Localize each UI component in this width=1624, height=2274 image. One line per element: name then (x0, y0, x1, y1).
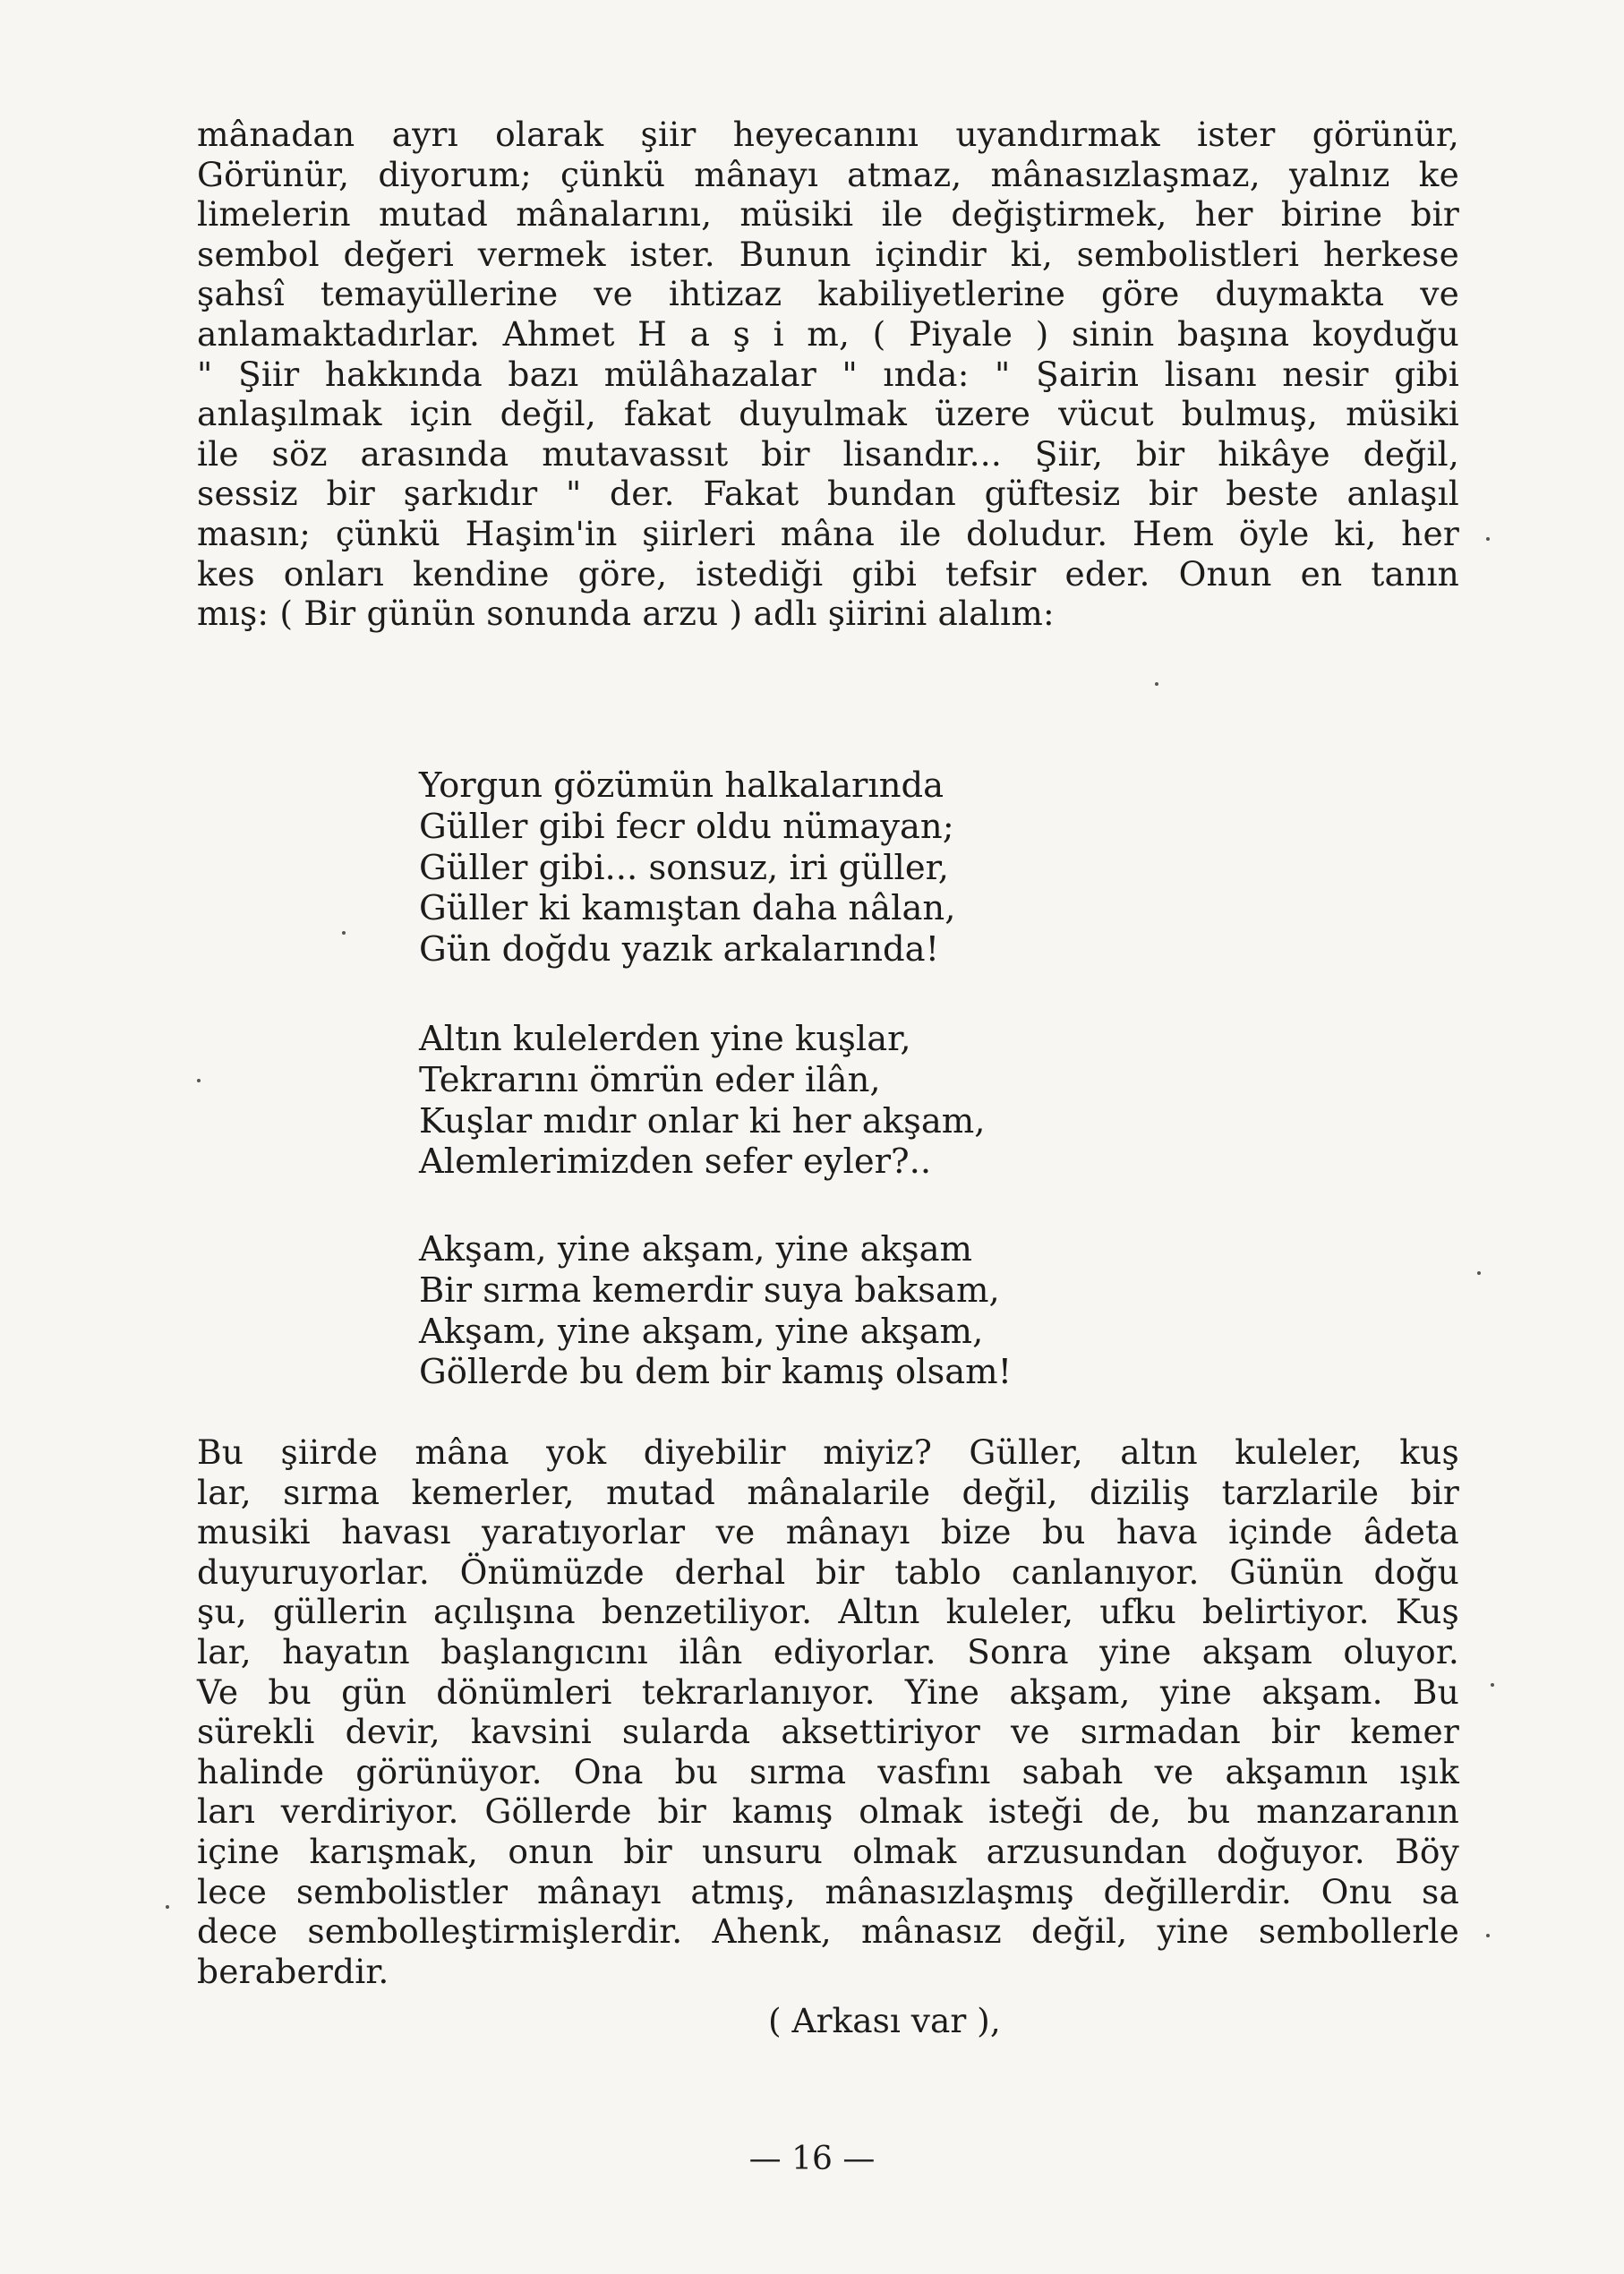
poem-line: Akşam, yine akşam, yine akşam, (419, 1311, 984, 1352)
scan-speck (1477, 1271, 1481, 1275)
text-line: dece sembolleştirmişlerdir. Ahenk, mânasız değil, yine sembollerle (197, 1911, 1459, 1952)
continued-note: ( Arkası var ), (768, 2001, 1001, 2040)
poem-line: Bir sırma kemerdir suya baksam, (419, 1270, 1000, 1311)
text-line: sessiz bir şarkıdır " der. Fakat bundan güftesiz bir beste anlaşıl (197, 474, 1459, 514)
text-line: " Şiir hakkında bazı mülâhazalar " ında: " Şairin lisanı nesir gibi (197, 354, 1459, 394)
scan-speck (1486, 537, 1490, 541)
text-line: lar, sırma kemerler, mutad mânalarile değil, diziliş tarzlarile bir (197, 1472, 1459, 1512)
text-line: ları verdiriyor. Göllerde bir kamış olmak isteği de, bu manzaranın (197, 1791, 1459, 1832)
scan-speck (197, 1079, 201, 1082)
poem-line: Gün doğdu yazık arkalarında! (419, 929, 940, 970)
text-line: kes onları kendine göre, istediği gibi tefsir eder. Onun en tanın (197, 553, 1459, 594)
scan-speck (166, 1905, 169, 1909)
poem-line: Güller gibi fecr oldu nümayan; (419, 806, 954, 847)
scan-speck (1486, 1934, 1490, 1937)
text-line: Ve bu gün dönümleri tekrarlanıyor. Yine akşam, yine akşam. Bu (197, 1671, 1459, 1712)
text-line: sembol değeri vermek ister. Bunun içindir ki, sembolistleri herkese (197, 234, 1459, 274)
text-line: ile söz arasında mutavassıt bir lisandır... Şiir, bir hikâye değil, (197, 433, 1459, 474)
text-line: sürekli devir, kavsini sularda aksettiriyor ve sırmadan bir kemer (197, 1712, 1459, 1752)
text-line: mış: ( Bir günün sonunda arzu ) adlı şiirini alalım: (197, 594, 1055, 634)
poem-line: Güller gibi... sonsuz, iri güller, (419, 847, 950, 888)
poem-stanza-3 (419, 1229, 1012, 1393)
poem-stanza-1 (419, 765, 955, 970)
poem-line: Yorgun gözümün halkalarında (419, 765, 944, 806)
text-line: lece sembolistler mânayı atmış, mânasızlaşmış değillerdir. Onu sa (197, 1871, 1459, 1911)
poem-line: Kuşlar mıdır onlar ki her akşam, (419, 1100, 986, 1141)
poem-line: Akşam, yine akşam, yine akşam (419, 1229, 973, 1270)
poem-line: Göllerde bu dem bir kamış olsam! (419, 1352, 1013, 1393)
text-line: Bu şiirde mâna yok diyebilir miyiz? Güller, altın kuleler, kuş (197, 1432, 1459, 1472)
paragraph-2 (197, 1432, 1459, 1991)
text-line: Görünür, diyorum; çünkü mânayı atmaz, mânasızlaşmaz, yalnız ke (197, 154, 1459, 194)
poem-line: Güller ki kamıştan daha nâlan, (419, 888, 956, 929)
text-line: anlaşılmak için değil, fakat duyulmak üzere vücut bulmuş, müsiki (197, 394, 1459, 434)
text-line: şahsî temayüllerine ve ihtizaz kabiliyetlerine göre duymakta ve (197, 274, 1459, 314)
text-line: mânadan ayrı olarak şiir heyecanını uyandırmak ister görünür, (197, 115, 1459, 154)
text-line: limelerin mutad mânalarını, müsiki ile değiştirmek, her birine bir (197, 194, 1459, 235)
text-line: masın; çünkü Haşim'in şiirleri mâna ile doludur. Hem öyle ki, her (197, 513, 1459, 553)
text-line: içine karışmak, onun bir unsuru olmak arzusundan doğuyor. Böy (197, 1831, 1459, 1871)
poem-stanza-2 (419, 1019, 986, 1183)
text-line: halinde görünüyor. Ona bu sırma vasfını sabah ve akşamın ışık (197, 1751, 1459, 1791)
text-line: musiki havası yaratıyorlar ve mânayı bize bu hava içinde âdeta (197, 1512, 1459, 1552)
scan-speck (1491, 1683, 1494, 1687)
page-number: — 16 — (748, 2141, 876, 2177)
scan-speck (1155, 682, 1158, 686)
text-line: şu, güllerin açılışına benzetiliyor. Altın kuleler, ufku belirtiyor. Kuş (197, 1592, 1459, 1632)
poem-line: Altın kulelerden yine kuşlar, (419, 1019, 911, 1059)
poem-line: Alemlerimizden sefer eyler?.. (419, 1141, 932, 1183)
text-line: anlamaktadırlar. Ahmet H a ş i m, ( Piyale ) sinin başına koyduğu (197, 313, 1459, 354)
text-line: beraberdir. (197, 1951, 389, 1991)
scan-speck (342, 931, 346, 935)
text-line: lar, hayatın başlangıcını ilân ediyorlar. Sonra yine akşam oluyor. (197, 1631, 1459, 1671)
text-line: duyuruyorlar. Önümüzde derhal bir tablo canlanıyor. Günün doğu (197, 1552, 1459, 1592)
paragraph-1 (197, 115, 1459, 634)
poem-line: Tekrarını ömrün eder ilân, (419, 1059, 881, 1100)
